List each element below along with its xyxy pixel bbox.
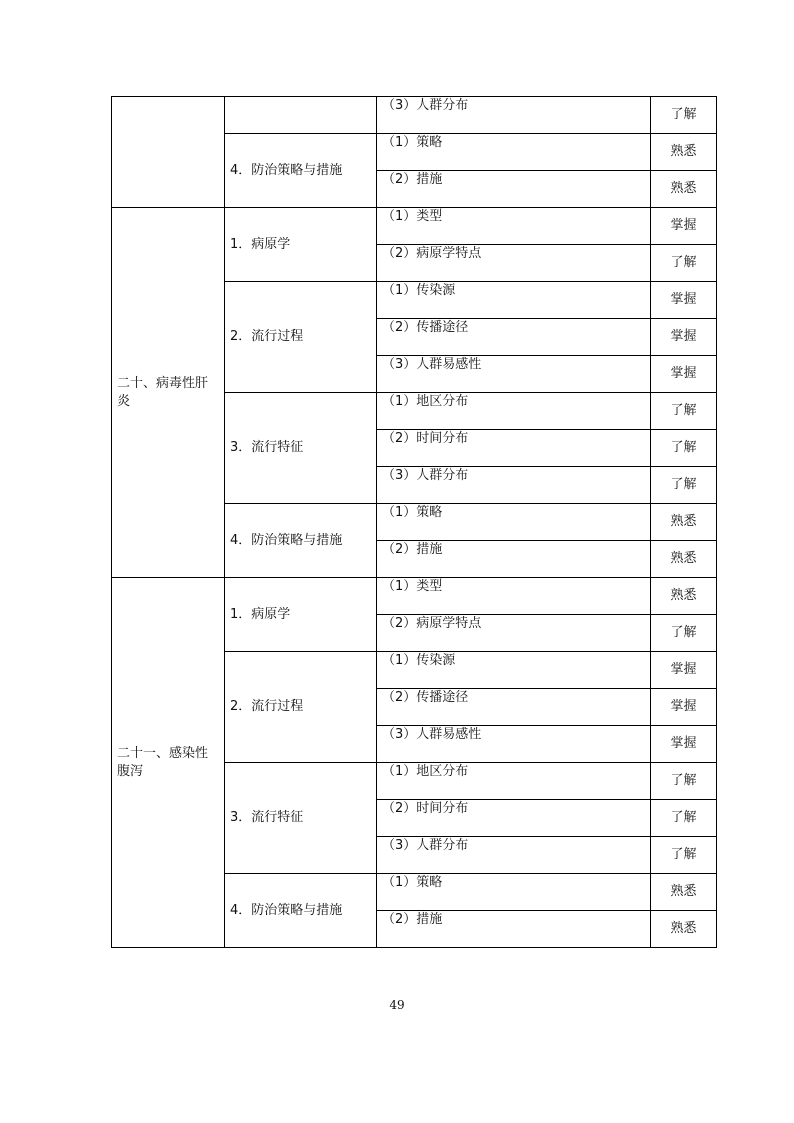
syllabus-table-body bbox=[112, 97, 717, 948]
table-row bbox=[112, 97, 717, 134]
topic-title-cell: 1．病原学 bbox=[225, 578, 377, 652]
requirement-level-cell: 掌握 bbox=[651, 652, 717, 689]
syllabus-table bbox=[111, 96, 717, 948]
item-text-cell: （2）传播途径 bbox=[377, 689, 651, 726]
table-row bbox=[112, 208, 717, 245]
requirement-level-cell: 掌握 bbox=[651, 319, 717, 356]
item-text-cell: （3）人群分布 bbox=[377, 97, 651, 134]
requirement-level-cell: 熟悉 bbox=[651, 578, 717, 615]
item-text-cell: （1）策略 bbox=[377, 134, 651, 171]
requirement-level-cell: 了解 bbox=[651, 763, 717, 800]
topic-title-cell: 4．防治策略与措施 bbox=[225, 504, 377, 578]
topic-title-cell: 1．病原学 bbox=[225, 208, 377, 282]
item-text-cell: （2）措施 bbox=[377, 911, 651, 948]
requirement-level-cell: 了解 bbox=[651, 615, 717, 652]
item-text-cell: （1）地区分布 bbox=[377, 393, 651, 430]
requirement-level-cell: 熟悉 bbox=[651, 504, 717, 541]
requirement-level-cell: 了解 bbox=[651, 430, 717, 467]
item-text-cell: （1）传染源 bbox=[377, 652, 651, 689]
table-row bbox=[112, 578, 717, 615]
item-text-cell: （2）时间分布 bbox=[377, 800, 651, 837]
item-text-cell: （1）类型 bbox=[377, 578, 651, 615]
section-title-cell bbox=[112, 97, 225, 208]
requirement-level-cell: 了解 bbox=[651, 393, 717, 430]
topic-title-cell: 4．防治策略与措施 bbox=[225, 874, 377, 948]
requirement-level-cell: 了解 bbox=[651, 245, 717, 282]
requirement-level-cell: 掌握 bbox=[651, 356, 717, 393]
topic-title-cell: 3．流行特征 bbox=[225, 763, 377, 874]
requirement-level-cell: 熟悉 bbox=[651, 541, 717, 578]
item-text-cell: （1）类型 bbox=[377, 208, 651, 245]
requirement-level-cell: 掌握 bbox=[651, 726, 717, 763]
item-text-cell: （3）人群易感性 bbox=[377, 356, 651, 393]
requirement-level-cell: 熟悉 bbox=[651, 874, 717, 911]
item-text-cell: （2）病原学特点 bbox=[377, 245, 651, 282]
section-title-cell: 二十、病毒性肝炎 bbox=[112, 208, 225, 578]
requirement-level-cell: 掌握 bbox=[651, 689, 717, 726]
item-text-cell: （2）措施 bbox=[377, 171, 651, 208]
topic-title-cell: 2．流行过程 bbox=[225, 282, 377, 393]
item-text-cell: （1）传染源 bbox=[377, 282, 651, 319]
requirement-level-cell: 了解 bbox=[651, 97, 717, 134]
item-text-cell: （2）病原学特点 bbox=[377, 615, 651, 652]
topic-title-cell bbox=[225, 97, 377, 134]
section-title-cell: 二十一、感染性腹泻 bbox=[112, 578, 225, 948]
item-text-cell: （3）人群分布 bbox=[377, 467, 651, 504]
requirement-level-cell: 熟悉 bbox=[651, 134, 717, 171]
topic-title-cell: 3．流行特征 bbox=[225, 393, 377, 504]
item-text-cell: （2）措施 bbox=[377, 541, 651, 578]
item-text-cell: （1）策略 bbox=[377, 874, 651, 911]
requirement-level-cell: 了解 bbox=[651, 837, 717, 874]
requirement-level-cell: 熟悉 bbox=[651, 911, 717, 948]
requirement-level-cell: 熟悉 bbox=[651, 171, 717, 208]
page-number: 49 bbox=[389, 998, 405, 1012]
requirement-level-cell: 了解 bbox=[651, 800, 717, 837]
requirement-level-cell: 掌握 bbox=[651, 208, 717, 245]
item-text-cell: （3）人群易感性 bbox=[377, 726, 651, 763]
item-text-cell: （3）人群分布 bbox=[377, 837, 651, 874]
requirement-level-cell: 了解 bbox=[651, 467, 717, 504]
topic-title-cell: 2．流行过程 bbox=[225, 652, 377, 763]
item-text-cell: （1）地区分布 bbox=[377, 763, 651, 800]
item-text-cell: （2）传播途径 bbox=[377, 319, 651, 356]
item-text-cell: （2）时间分布 bbox=[377, 430, 651, 467]
item-text-cell: （1）策略 bbox=[377, 504, 651, 541]
requirement-level-cell: 掌握 bbox=[651, 282, 717, 319]
topic-title-cell: 4．防治策略与措施 bbox=[225, 134, 377, 208]
